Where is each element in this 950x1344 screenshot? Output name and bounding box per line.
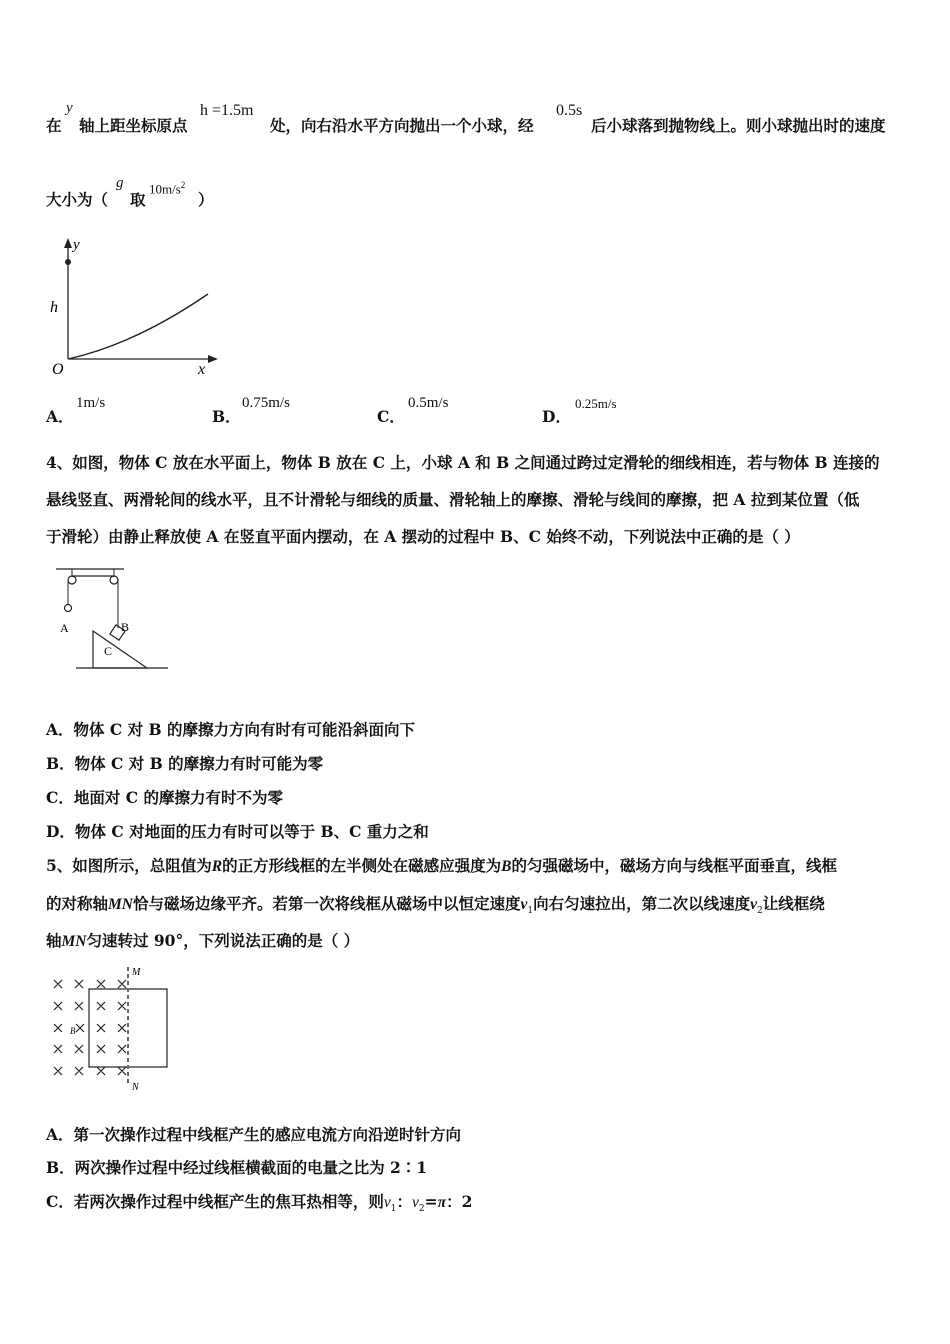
q3-text-4: 后小球落到抛物线上。则小球抛出时的速度 xyxy=(591,116,886,135)
q3-option-a[interactable] xyxy=(46,396,206,426)
q5-field-crosses xyxy=(54,980,126,1075)
q5-var-v2: v xyxy=(750,896,758,913)
q5-label-n: N xyxy=(132,1082,139,1093)
q3-var-y: y xyxy=(66,100,73,116)
q4-option-b[interactable]: B．物体 C 对 B 的摩擦力有时可能为零 xyxy=(46,754,324,773)
q3-g-value: $10m/s^2$ xyxy=(149,180,186,197)
q5-var-b: B xyxy=(501,858,512,875)
q3-height-value: h =1.5m xyxy=(200,102,254,119)
option-letter: B． xyxy=(212,407,241,426)
q5-magnetic-field-figure xyxy=(48,964,178,1094)
q4-pulley-left xyxy=(68,576,76,584)
option-value: 0.75m/s xyxy=(242,395,290,411)
q4-ball-a xyxy=(65,605,72,612)
q3-fig-h-label: h xyxy=(50,299,58,316)
q4-label-b: B xyxy=(121,620,130,634)
q3-fig-o-label: O xyxy=(52,361,64,378)
q4-wedge-c xyxy=(93,631,147,668)
q5-option-a[interactable]: A．第一次操作过程中线框产生的感应电流方向沿逆时针方向 xyxy=(46,1125,462,1144)
q4-pulley-figure xyxy=(50,565,175,673)
option-value: 1m/s xyxy=(76,395,106,411)
q4-option-d[interactable]: D．物体 C 对地面的压力有时可以等于 B、C 重力之和 xyxy=(46,822,429,841)
q4-stem-line3: 于滑轮）由静止释放使 A 在竖直平面内摆动，在 A 摆动的过程中 B、C 始终不动，下列说法中正确的是（ ） xyxy=(46,527,800,546)
q3-parabola-figure xyxy=(40,236,230,381)
q3-y-arrow xyxy=(64,238,72,248)
q5-optc-v2: v xyxy=(411,1194,419,1211)
q3-text-6: 取 xyxy=(130,190,146,209)
q4-option-c[interactable]: C．地面对 C 的摩擦力有时不为零 xyxy=(46,788,283,807)
q4-label-a: A xyxy=(60,621,69,635)
option-value: 0.25m/s xyxy=(575,396,617,411)
q3-text-3: 处，向右沿水平方向抛出一个小球，经 xyxy=(270,116,534,135)
q5-var-mn: MN xyxy=(108,896,133,913)
q5-var-mn-2: MN xyxy=(61,933,87,950)
option-value: 0.5m/s xyxy=(408,395,449,411)
q4-pulley-right xyxy=(110,576,118,584)
q4-stem-line1: 4、如图，物体 C 放在水平面上，物体 B 放在 C 上，小球 A 和 B 之间通过跨过定滑轮的细线相连，若与物体 B 连接的 xyxy=(46,453,880,472)
q3-fig-x-label: x xyxy=(198,361,206,378)
q4-option-a[interactable]: A．物体 C 对 B 的摩擦力方向有时有可能沿斜面向下 xyxy=(46,720,416,739)
q5-var-v1: v xyxy=(520,896,528,913)
q5-optc-pi: π xyxy=(437,1194,447,1211)
q3-text-5: 大小为（ xyxy=(46,190,109,209)
q3-parabola-curve xyxy=(68,294,208,359)
q3-option-b[interactable] xyxy=(212,396,372,426)
q3-text-2: 轴上距坐标原点 xyxy=(79,116,188,135)
q3-text-7: ） xyxy=(198,190,214,209)
option-letter: D． xyxy=(542,407,571,426)
q4-label-c: C xyxy=(104,644,113,658)
q3-option-d[interactable] xyxy=(542,396,702,426)
q3-time-value: 0.5s xyxy=(556,102,583,119)
q5-option-b[interactable]: B．两次操作过程中经过线框横截面的电量之比为 2∶1 xyxy=(46,1158,428,1177)
q5-stem-line1: 5、如图所示，总阻值为R的正方形线框的左半侧处在磁感应强度为B的匀强磁场中，磁场方向与线框平面垂直，线框 xyxy=(46,856,838,875)
q5-label-b: B xyxy=(70,1026,76,1036)
q3-var-g: g xyxy=(116,175,124,191)
q3-launch-point xyxy=(65,259,71,265)
option-letter: A． xyxy=(46,407,74,426)
q5-stem-line3: 轴MN匀速转过 90°，下列说法正确的是（ ） xyxy=(46,931,360,950)
q3-fig-y-label: y xyxy=(73,237,80,253)
q5-var-r: R xyxy=(211,858,223,875)
q5-optc-v1: v xyxy=(383,1194,391,1211)
q3-option-c[interactable] xyxy=(377,396,537,426)
q5-option-c[interactable]: C．若两次操作过程中线框产生的焦耳热相等，则$v_1$：$v_2=\pi$：2 xyxy=(46,1192,473,1215)
option-letter: C． xyxy=(377,407,405,426)
q5-stem-line2: 的对称轴MN恰与磁场边缘平齐。若第一次将线框从磁场中以恒定速度$v_1$向右匀速拉出，第二次以线速度$v_2$让线框绕 xyxy=(46,894,825,917)
q5-label-m: M xyxy=(132,967,141,978)
q3-x-arrow xyxy=(208,355,218,363)
q4-stem-line2: 悬线竖直、两滑轮间的线水平，且不计滑轮与细线的质量、滑轮轴上的摩擦、滑轮与线间的摩擦，把 A 拉到某位置（低 xyxy=(46,490,860,509)
q3-text-1: 在 xyxy=(46,116,62,135)
